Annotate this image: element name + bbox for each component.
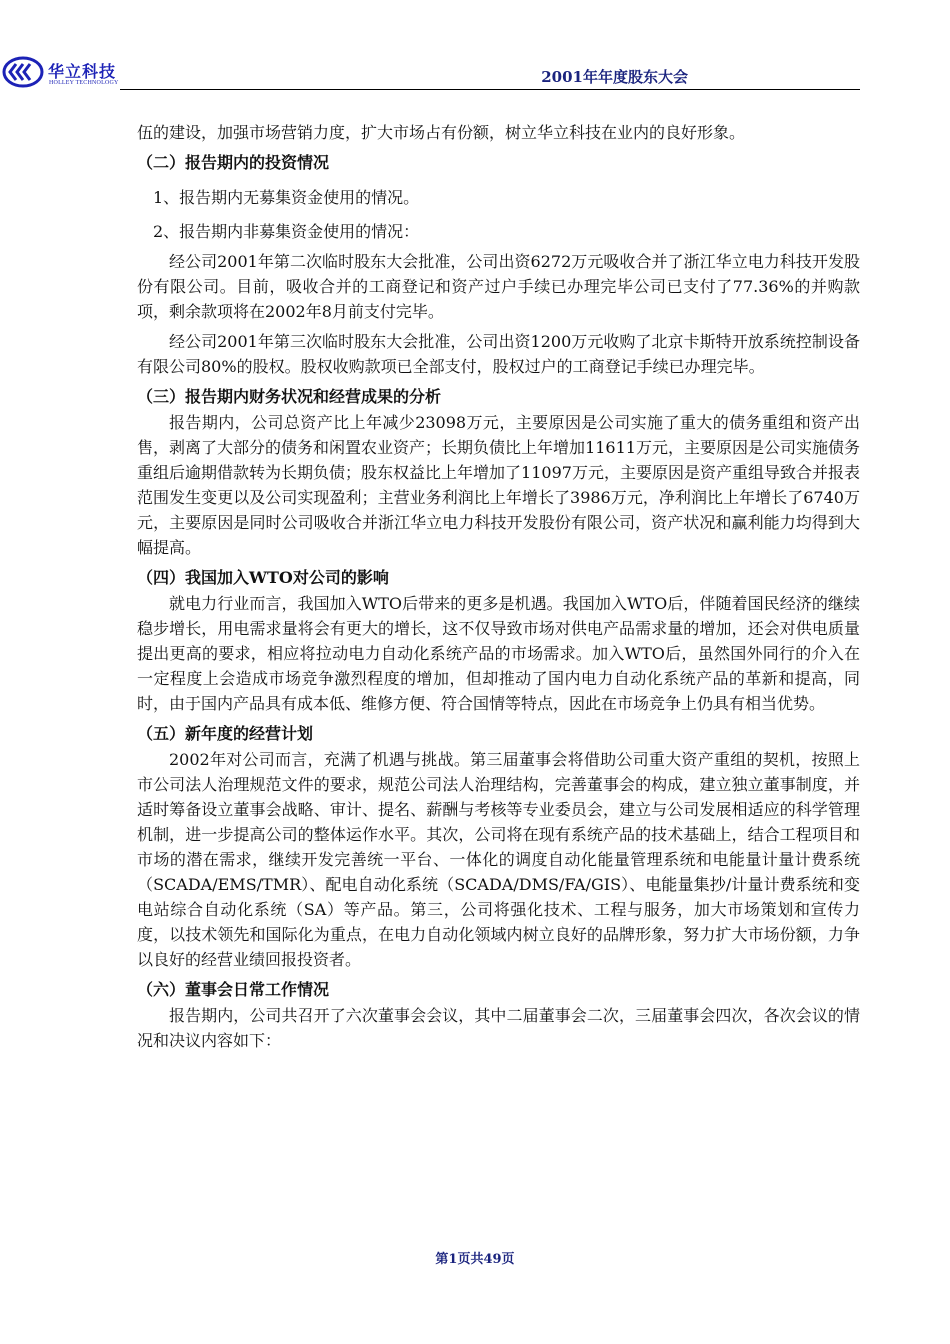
intro-paragraph-tail: 伍的建设，加强市场营销力度，扩大市场占有份额，树立华立科技在业内的良好形象。 bbox=[137, 123, 746, 142]
wto-paragraph: 就电力行业而言，我国加入WTO后带来的更多是机遇。我国加入WTO后，伴随着国民经济的继续稳步增长，用电需求量将会有更大的增长，这不仅导致市场对供电产品需求量的增加，还会对供电质量提出更高的要求，相应将拉动电力自动化系统产品的市场需求。加入WTO后，虽然国外同行的介入在一定程度上会造成市场竞争激烈程度的增加，但却推动了国内电力自动化系统产品的革新和提高，同时，由于国内产品具有成本低、维修方便、符合国情等特点，因此在市场竞争上仍具有相当优势。 bbox=[137, 594, 860, 713]
company-logo bbox=[2, 55, 122, 95]
section-board-title: （六）董事会日常工作情况 bbox=[137, 980, 330, 999]
board-paragraph: 报告期内，公司共召开了六次董事会会议，其中二届董事会二次，三届董事会四次，各次会议的情况和决议内容如下： bbox=[137, 1006, 860, 1050]
section-wto-title: （四）我国加入WTO对公司的影响 bbox=[137, 568, 389, 587]
page-header bbox=[0, 0, 950, 92]
document-body bbox=[137, 120, 860, 1053]
financial-paragraph: 报告期内，公司总资产比上年减少23098万元，主要原因是公司实施了重大的债务重组和资产出售，剥离了大部分的债务和闲置农业资产；长期负债比上年增加11611万元，主要原因是公司实施债务重组后逾期借款转为长期负债；股东权益比上年增加了11097万元，主要原因是资产重组导致合并报表范围发生变更以及公司实现盈利；主营业务利润比上年增长了3986万元，净利润比上年增长了6740万元，主要原因是同时公司吸收合并浙江华立电力科技开发股份有限公司，资产状况和赢利能力均得到大幅提高。 bbox=[137, 413, 860, 557]
logo-name: 华立科技 bbox=[48, 62, 117, 81]
investment-item-2: 2、报告期内非募集资金使用的情况： bbox=[153, 222, 420, 241]
plan-paragraph: 2002年对公司而言，充满了机遇与挑战。第三届董事会将借助公司重大资产重组的契机，按照上市公司法人治理规范文件的要求，规范公司法人治理结构，完善董事会的构成，建立独立董事制度，并适时筹备设立董事会战略、审计、提名、薪酬与考核等专业委员会，建立与公司发展相适应的科学管理机制，进一步提高公司的整体运作水平。其次，公司将在现有系统产品的技术基础上，结合工程项目和市场的潜在需求，继续开发完善统一平台、一体化的调度自动化能量管理系统和电能量计量计费系统（SCADA/EMS/TMR）、配电自动化系统（SCADA/DMS/FA/GIS）、电能量集抄/计量计费系统和变电站综合自动化系统（SA）等产品。第三，公司将强化技术、工程与服务，加大市场策划和宣传力度，以技术领先和国际化为重点，在电力自动化领域内树立良好的品牌形象，努力扩大市场份额，力争以良好的经营业绩回报投资者。 bbox=[137, 750, 860, 969]
investment-paragraph-1: 经公司2001年第二次临时股东大会批准，公司出资6272万元吸收合并了浙江华立电力科技开发股份有限公司。目前，吸收合并的工商登记和资产过户手续已办理完毕公司已支付了77.36%的并购款项，剩余款项将在2002年8月前支付完毕。 bbox=[137, 252, 860, 321]
logo-subtitle: HOLLEY TECHNOLOGY bbox=[49, 80, 119, 86]
header-divider bbox=[120, 89, 860, 90]
page-number: 第1页共49页 bbox=[435, 1252, 515, 1267]
section-financial-title: （三）报告期内财务状况和经营成果的分析 bbox=[137, 387, 442, 406]
holley-logo-icon bbox=[2, 55, 46, 89]
investment-paragraph-2: 经公司2001年第三次临时股东大会批准，公司出资1200万元收购了北京卡斯特开放系统控制设备有限公司80%的股权。股权收购款项已全部支付，股权过户的工商登记手续已办理完毕。 bbox=[137, 332, 860, 376]
section-investment-title: （二）报告期内的投资情况 bbox=[137, 153, 330, 172]
section-plan-title: （五）新年度的经营计划 bbox=[137, 724, 314, 743]
investment-item-1: 1、报告期内无募集资金使用的情况。 bbox=[153, 188, 420, 207]
header-title: 2001年年度股东大会 bbox=[541, 68, 688, 86]
